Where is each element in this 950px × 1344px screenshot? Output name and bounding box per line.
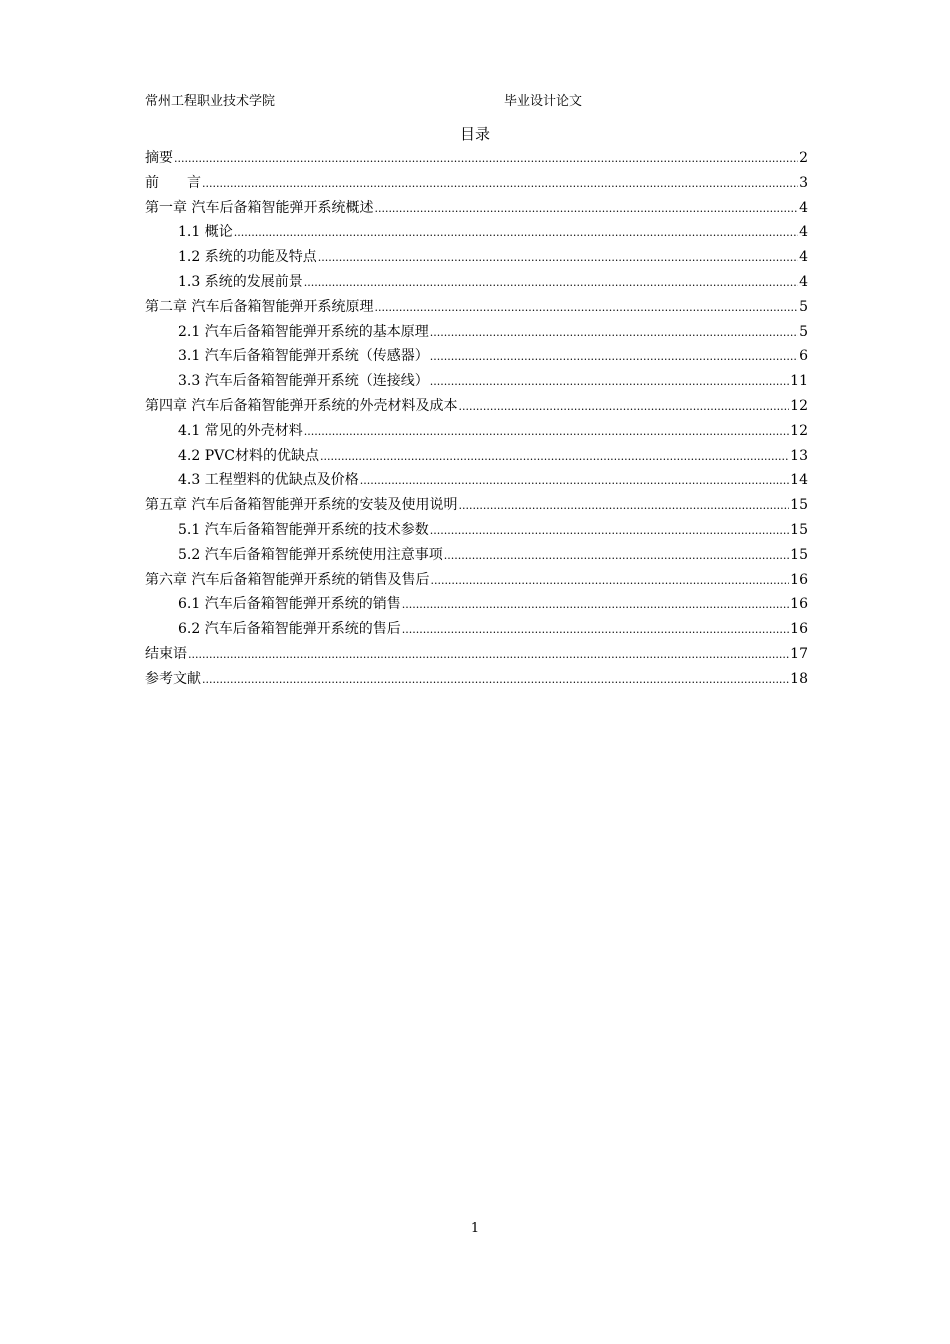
toc-subsection-entry[interactable] bbox=[145, 543, 808, 568]
toc-entry-label: 结束语 bbox=[145, 645, 187, 662]
toc-entry-label: 第二章 汽车后备箱智能弹开系统原理 bbox=[145, 298, 374, 315]
toc-chapter-entry[interactable] bbox=[145, 295, 808, 320]
toc-entry-page-number: 15 bbox=[790, 521, 808, 538]
toc-entry-page-number: 16 bbox=[790, 596, 808, 613]
toc-leader-dots bbox=[374, 296, 798, 320]
toc-leader-dots bbox=[374, 197, 798, 221]
toc-entry-label: 参考文献 bbox=[145, 670, 201, 687]
toc-entry-page-number: 6 bbox=[799, 348, 808, 365]
toc-chapter-entry[interactable] bbox=[145, 568, 808, 593]
toc-entry-label: 3.1 汽车后备箱智能弹开系统（传感器） bbox=[178, 348, 429, 365]
toc-entry-page-number: 14 bbox=[790, 472, 808, 489]
toc-entry-page-number: 4 bbox=[799, 199, 808, 216]
toc-entry-label: 前 言 bbox=[145, 174, 201, 191]
toc-leader-dots bbox=[304, 271, 798, 295]
toc-entry-label: 第一章 汽车后备箱智能弹开系统概述 bbox=[145, 199, 374, 216]
toc-entry-page-number: 5 bbox=[799, 323, 808, 340]
page-number: 1 bbox=[470, 1221, 480, 1236]
toc-chapter-entry[interactable] bbox=[145, 171, 808, 196]
toc-entry-label: 6.1 汽车后备箱智能弹开系统的销售 bbox=[178, 596, 401, 613]
header-school-name: 常州工程职业技术学院 bbox=[145, 94, 276, 109]
toc-entry-label: 第四章 汽车后备箱智能弹开系统的外壳材料及成本 bbox=[145, 397, 458, 414]
toc-entry-page-number: 11 bbox=[790, 373, 808, 390]
toc-entry-label: 摘要 bbox=[145, 150, 173, 166]
toc-chapter-entry[interactable] bbox=[145, 642, 808, 667]
toc-chapter-entry[interactable] bbox=[145, 394, 808, 419]
toc-subsection-entry[interactable] bbox=[145, 245, 808, 270]
toc-entry-page-number: 4 bbox=[799, 273, 808, 290]
toc-chapter-entry[interactable] bbox=[145, 146, 808, 171]
toc-entry-label: 5.2 汽车后备箱智能弹开系统使用注意事项 bbox=[178, 546, 443, 563]
toc-entry-label: 4.3 工程塑料的优缺点及价格 bbox=[178, 472, 359, 489]
toc-leader-dots bbox=[458, 494, 789, 518]
toc-leader-dots bbox=[430, 345, 798, 369]
toc-entry-page-number: 13 bbox=[790, 447, 808, 464]
toc-entry-page-number: 12 bbox=[790, 422, 808, 439]
toc-leader-dots bbox=[402, 618, 789, 642]
toc-leader-dots bbox=[202, 668, 789, 692]
toc-entry-page-number: 5 bbox=[799, 298, 808, 315]
toc-leader-dots bbox=[360, 469, 789, 493]
toc-leader-dots bbox=[174, 147, 798, 171]
toc-entry-page-number: 4 bbox=[799, 224, 808, 241]
toc-leader-dots bbox=[320, 445, 789, 469]
toc-chapter-entry[interactable] bbox=[145, 196, 808, 221]
toc-subsection-entry[interactable] bbox=[145, 320, 808, 345]
toc-entry-page-number: 15 bbox=[790, 497, 808, 514]
toc-leader-dots bbox=[234, 221, 798, 245]
toc-entry-page-number: 12 bbox=[790, 397, 808, 414]
toc-subsection-entry[interactable] bbox=[145, 518, 808, 543]
toc-leader-dots bbox=[430, 519, 789, 543]
toc-entry-page-number: 16 bbox=[790, 571, 808, 588]
toc-leader-dots bbox=[188, 643, 789, 667]
toc-entry-label: 3.3 汽车后备箱智能弹开系统（连接线） bbox=[178, 373, 429, 390]
toc-entry-page-number: 17 bbox=[790, 645, 808, 662]
toc-entry-label: 1.2 系统的功能及特点 bbox=[178, 249, 317, 266]
toc-leader-dots bbox=[304, 420, 789, 444]
toc-entry-label: 2.1 汽车后备箱智能弹开系统的基本原理 bbox=[178, 323, 429, 340]
toc-subsection-entry[interactable] bbox=[145, 419, 808, 444]
toc-leader-dots bbox=[402, 593, 789, 617]
toc-chapter-entry[interactable] bbox=[145, 667, 808, 692]
toc-subsection-entry[interactable] bbox=[145, 468, 808, 493]
toc-leader-dots bbox=[430, 370, 789, 394]
toc-subsection-entry[interactable] bbox=[145, 369, 808, 394]
toc-entry-label: 1.3 系统的发展前景 bbox=[178, 273, 303, 290]
toc-entry-label: 4.1 常见的外壳材料 bbox=[178, 422, 303, 439]
toc-entry-label: 1.1 概论 bbox=[178, 224, 233, 241]
toc-entry-page-number: 16 bbox=[790, 621, 808, 638]
table-of-contents bbox=[145, 146, 808, 692]
toc-title: 目录 bbox=[459, 125, 490, 143]
toc-entry-page-number: 4 bbox=[799, 249, 808, 266]
toc-entry-label: 5.1 汽车后备箱智能弹开系统的技术参数 bbox=[178, 521, 429, 538]
toc-leader-dots bbox=[444, 544, 789, 568]
toc-entry-page-number: 15 bbox=[790, 546, 808, 563]
toc-subsection-entry[interactable] bbox=[145, 344, 808, 369]
toc-chapter-entry[interactable] bbox=[145, 493, 808, 518]
toc-leader-dots bbox=[318, 246, 798, 270]
header-document-type: 毕业设计论文 bbox=[504, 94, 583, 109]
toc-subsection-entry[interactable] bbox=[145, 270, 808, 295]
toc-leader-dots bbox=[430, 569, 789, 593]
toc-subsection-entry[interactable] bbox=[145, 617, 808, 642]
toc-entry-page-number: 2 bbox=[799, 150, 808, 166]
toc-entry-label: 第五章 汽车后备箱智能弹开系统的安装及使用说明 bbox=[145, 497, 458, 514]
toc-entry-label: 4.2 PVC材料的优缺点 bbox=[178, 447, 319, 464]
toc-entry-label: 6.2 汽车后备箱智能弹开系统的售后 bbox=[178, 621, 401, 638]
toc-entry-page-number: 18 bbox=[790, 670, 808, 687]
toc-subsection-entry[interactable] bbox=[145, 444, 808, 469]
toc-entry-page-number: 3 bbox=[799, 174, 808, 191]
toc-leader-dots bbox=[458, 395, 789, 419]
toc-entry-label: 第六章 汽车后备箱智能弹开系统的销售及售后 bbox=[145, 571, 430, 588]
toc-subsection-entry[interactable] bbox=[145, 220, 808, 245]
toc-subsection-entry[interactable] bbox=[145, 592, 808, 617]
toc-leader-dots bbox=[202, 172, 798, 196]
toc-leader-dots bbox=[430, 321, 798, 345]
